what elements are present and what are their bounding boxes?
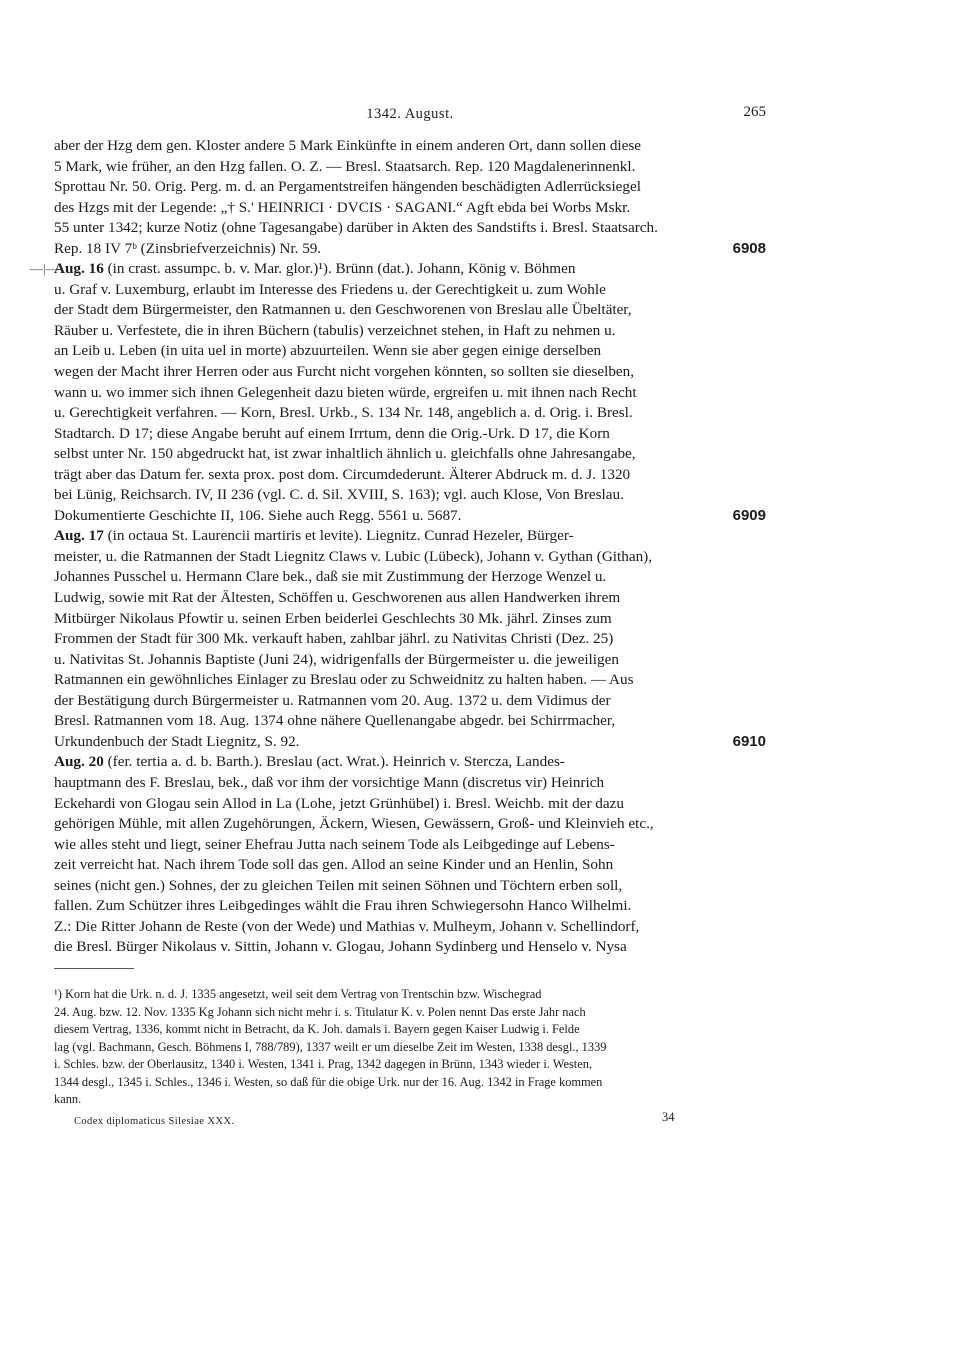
line-text: meister, u. die Ratmannen der Stadt Liegnitz Claws v. Lubic (Lübeck), Johann v. Gythan (Githan),	[54, 547, 653, 565]
entry-date: Aug. 16	[54, 260, 104, 278]
footnote-line: 24. Aug. bzw. 12. Nov. 1335 Kg Johann sich nicht mehr i. s. Titulatur K. v. Polen nennt Das erste Jahr nach	[54, 1004, 586, 1019]
text-line	[54, 239, 766, 260]
text-line	[54, 896, 766, 917]
text-line	[54, 567, 766, 588]
line-text: Dokumentierte Geschichte II, 106. Siehe auch Regg. 5561 u. 5687.	[54, 506, 462, 524]
text-line	[54, 855, 766, 876]
text-line	[54, 609, 766, 630]
text-line	[54, 526, 766, 547]
line-text: der Stadt dem Bürgermeister, den Ratmannen u. den Geschworenen von Breslau alle Übeltäter,	[54, 301, 632, 319]
line-text: fallen. Zum Schützer ihres Leibgedinges wählt die Frau ihren Schwiegersohn Hanco Wilhelmi.	[54, 897, 632, 915]
text-line	[54, 218, 766, 239]
line-text: wann u. wo immer sich ihnen Gelegenheit dazu bieten würde, ergreifen u. mit ihnen nach Recht	[54, 383, 637, 401]
running-head	[54, 106, 766, 130]
line-text: wegen der Macht ihrer Herren oder aus Furcht nicht vorgehen könnten, so sollten sie dieselben,	[54, 363, 635, 381]
text-line	[54, 629, 766, 650]
line-text: u. Nativitas St. Johannis Baptiste (Juni 24), widrigenfalls der Bürgermeister u. die jeweiligen	[54, 650, 619, 668]
text-line	[30, 259, 766, 280]
line-text: hauptmann des F. Breslau, bek., daß vor ihm der vorsichtige Mann (discretus vir) Heinrich	[54, 773, 605, 791]
text-line	[54, 732, 766, 753]
line-text: Z.: Die Ritter Johann de Reste (von der Wede) und Mathias v. Mulheym, Johann v. Schellindorf,	[54, 917, 640, 935]
text-line	[54, 814, 766, 835]
text-line	[54, 752, 766, 773]
line-text: der Bestätigung durch Bürgermeister u. Ratmannen vom 20. Aug. 1372 u. dem Vidimus der	[54, 691, 611, 709]
footnote-line: i. Schles. bzw. der Oberlausitz, 1340 i. Westen, 1341 i. Prag, 1342 dagegen in Brünn, 1343 wieder i. Westen,	[54, 1057, 593, 1071]
text-line	[54, 711, 766, 732]
footnote-line: 1344 desgl., 1345 i. Schles., 1346 i. Westen, so daß für die obige Urk. nur der 16. Aug. 1342 in Frage kommen	[54, 1074, 603, 1089]
text-line	[54, 341, 766, 362]
text-line	[54, 444, 766, 465]
text-line	[54, 383, 766, 404]
regest-number: 6908	[732, 239, 766, 257]
line-text: zeit verreicht hat. Nach ihrem Tode soll das gen. Allod an seine Kinder und an Henlin, Sohn	[54, 856, 614, 874]
line-text: aber der Hzg dem gen. Kloster andere 5 Mark Einkünfte in einem anderen Ort, dann sollen diese	[54, 137, 642, 154]
line-text: selbst unter Nr. 150 abgedruckt hat, ist zwar inhaltlich ähnlich u. gleichfalls ohne Jahresangabe,	[54, 445, 636, 463]
line-text: trägt aber das Datum fer. sexta prox. post dom. Circumdederunt. Älterer Abdruck m. d. J. 1320	[54, 465, 631, 483]
text-line	[54, 794, 766, 815]
margin-mark: —|—	[30, 261, 59, 277]
page-number: 265	[743, 104, 766, 120]
text-line	[54, 300, 766, 321]
text-line	[54, 691, 766, 712]
text-line	[54, 670, 766, 691]
line-text: wie alles steht und liegt, seiner Ehefrau Jutta nach seinem Tode als Leibgedinge auf Lebens-	[54, 835, 615, 853]
line-text: 55 unter 1342; kurze Notiz (ohne Tagesangabe) darüber in Akten des Sandstifts i. Bresl. Staatsarch.	[54, 219, 658, 237]
line-text: (fer. tertia a. d. b. Barth.). Breslau (act. Wrat.). Heinrich v. Stercza, Landes-	[103, 753, 565, 771]
regest-number: 6909	[732, 506, 766, 524]
text-line	[54, 424, 766, 445]
footnote-line: lag (vgl. Bachmann, Gesch. Böhmens I, 788/789), 1337 weilt er um dieselbe Zeit im Westen, 1338 desgl., 1339	[54, 1039, 607, 1054]
line-text: Rep. 18 IV 7ᵇ (Zinsbriefverzeichnis) Nr. 59.	[54, 239, 322, 257]
text-line	[54, 177, 766, 198]
footnote-line: diesem Vertrag, 1336, kommt nicht in Betracht, da K. Joh. damals i. Bayern gegen Kaiser Ludwig i. Felde	[54, 1022, 580, 1036]
line-text: (in octaua St. Laurencii martiris et levite). Liegnitz. Cunrad Hezeler, Bürger-	[103, 527, 574, 545]
text-line	[54, 136, 766, 157]
text-line	[54, 280, 766, 301]
footnote-line: ¹) Korn hat die Urk. n. d. J. 1335 angesetzt, weil seit dem Vertrag von Trentschin bzw. Wischegrad	[54, 987, 542, 1001]
text-line	[54, 650, 766, 671]
text-line	[54, 403, 766, 424]
line-text: 5 Mark, wie früher, an den Hzg fallen. O. Z. — Bresl. Staatsarch. Rep. 120 Magdalenerinnenkl.	[54, 157, 636, 175]
text-line	[54, 485, 766, 506]
line-text: Stadtarch. D 17; diese Angabe beruht auf einem Irrtum, denn die Orig.-Urk. D 17, die Korn	[54, 424, 610, 442]
line-text: an Leib u. Leben (in uita uel in morte) abzuurteilen. Wenn sie aber gegen einige derselben	[54, 342, 602, 360]
text-line	[54, 547, 766, 568]
text-line	[54, 588, 766, 609]
footnote-line: kann.	[54, 1092, 82, 1106]
text-line	[54, 917, 766, 938]
line-text: Frommen der Stadt für 300 Mk. verkauft haben, zahlbar jährl. zu Nativitas Christi (Dez. 25)	[54, 630, 614, 648]
running-title: 1342. August.	[366, 106, 454, 122]
line-text: (in crast. assumpc. b. v. Mar. glor.)¹). Brünn (dat.). Johann, König v. Böhmen	[103, 260, 576, 278]
text-line	[54, 465, 766, 486]
series-title: Codex diplomaticus Silesiae XXX.	[74, 1116, 235, 1127]
footnote-rule	[54, 968, 134, 969]
entry-date: Aug. 20	[54, 753, 104, 771]
line-text: gehörigen Mühle, mit allen Zugehörungen, Äckern, Wiesen, Gewässern, Groß- und Kleinvieh etc.,	[54, 815, 654, 833]
text-line	[54, 835, 766, 856]
text-line	[54, 157, 766, 178]
line-text: Sprottau Nr. 50. Orig. Perg. m. d. an Pergamentstreifen hängenden beschädigten Adlerrücksiegel	[54, 178, 641, 196]
text-line	[54, 937, 766, 958]
line-text: u. Graf v. Luxemburg, erlaubt im Interesse des Friedens u. der Gerechtigkeit u. zum Wohle	[54, 280, 606, 298]
sheet-signature: 34	[662, 1110, 675, 1124]
regest-number: 6910	[732, 732, 766, 750]
line-text: Urkundenbuch der Stadt Liegnitz, S. 92.	[54, 732, 300, 750]
text-line	[54, 773, 766, 794]
text-line	[54, 321, 766, 342]
main-text	[30, 136, 766, 958]
entry-date: Aug. 17	[54, 527, 104, 545]
text-line	[54, 506, 766, 527]
line-text: Ratmannen ein gewöhnliches Einlager zu Breslau oder zu Schweidnitz zu halten haben. — Aus	[54, 671, 634, 689]
line-text: Johannes Pusschel u. Hermann Clare bek., daß sie mit Zustimmung der Herzoge Wenzel u.	[54, 568, 607, 586]
text-line	[54, 198, 766, 219]
line-text: Ludwig, sowie mit Rat der Ältesten, Schöffen u. Geschworenen aus allen Handwerken ihrem	[54, 589, 621, 607]
line-text: die Bresl. Bürger Nikolaus v. Sittin, Johann v. Glogau, Johann Sydinberg und Henselo v. Nysa	[54, 938, 627, 956]
line-text: des Hzgs mit der Legende: „† S.' HEINRICI · DVCIS · SAGANI.“ Agft ebda bei Worbs Mskr.	[54, 198, 631, 216]
line-text: u. Gerechtigkeit verfahren. — Korn, Bresl. Urkb., S. 134 Nr. 148, angeblich a. d. Orig. i. Bresl.	[54, 404, 633, 422]
line-text: bei Lünig, Reichsarch. IV, II 236 (vgl. C. d. Sil. XVIII, S. 163); vgl. auch Klose, Von Breslau.	[54, 486, 624, 504]
footnotes	[54, 986, 766, 1109]
line-text: Bresl. Ratmannen vom 18. Aug. 1374 ohne nähere Quellenangabe abgedr. bei Schirrmacher,	[54, 712, 616, 730]
text-line	[54, 362, 766, 383]
line-text: Mitbürger Nikolaus Pfowtir u. seinen Erben beiderlei Geschlechts 30 Mk. jährl. Zinses zum	[54, 609, 612, 627]
line-text: Eckehardi von Glogau sein Allod in La (Lohe, jetzt Grünhübel) i. Bresl. Weichb. mit der dazu	[54, 794, 624, 812]
text-line	[54, 876, 766, 897]
line-text: Räuber u. Verfestete, die in ihren Büchern (tabulis) verzeichnet stehen, in Haft zu nehmen u.	[54, 321, 616, 339]
line-text: seines (nicht gen.) Sohnes, der zu gleichen Teilen mit seinen Söhnen und Töchtern erben soll,	[54, 876, 623, 894]
